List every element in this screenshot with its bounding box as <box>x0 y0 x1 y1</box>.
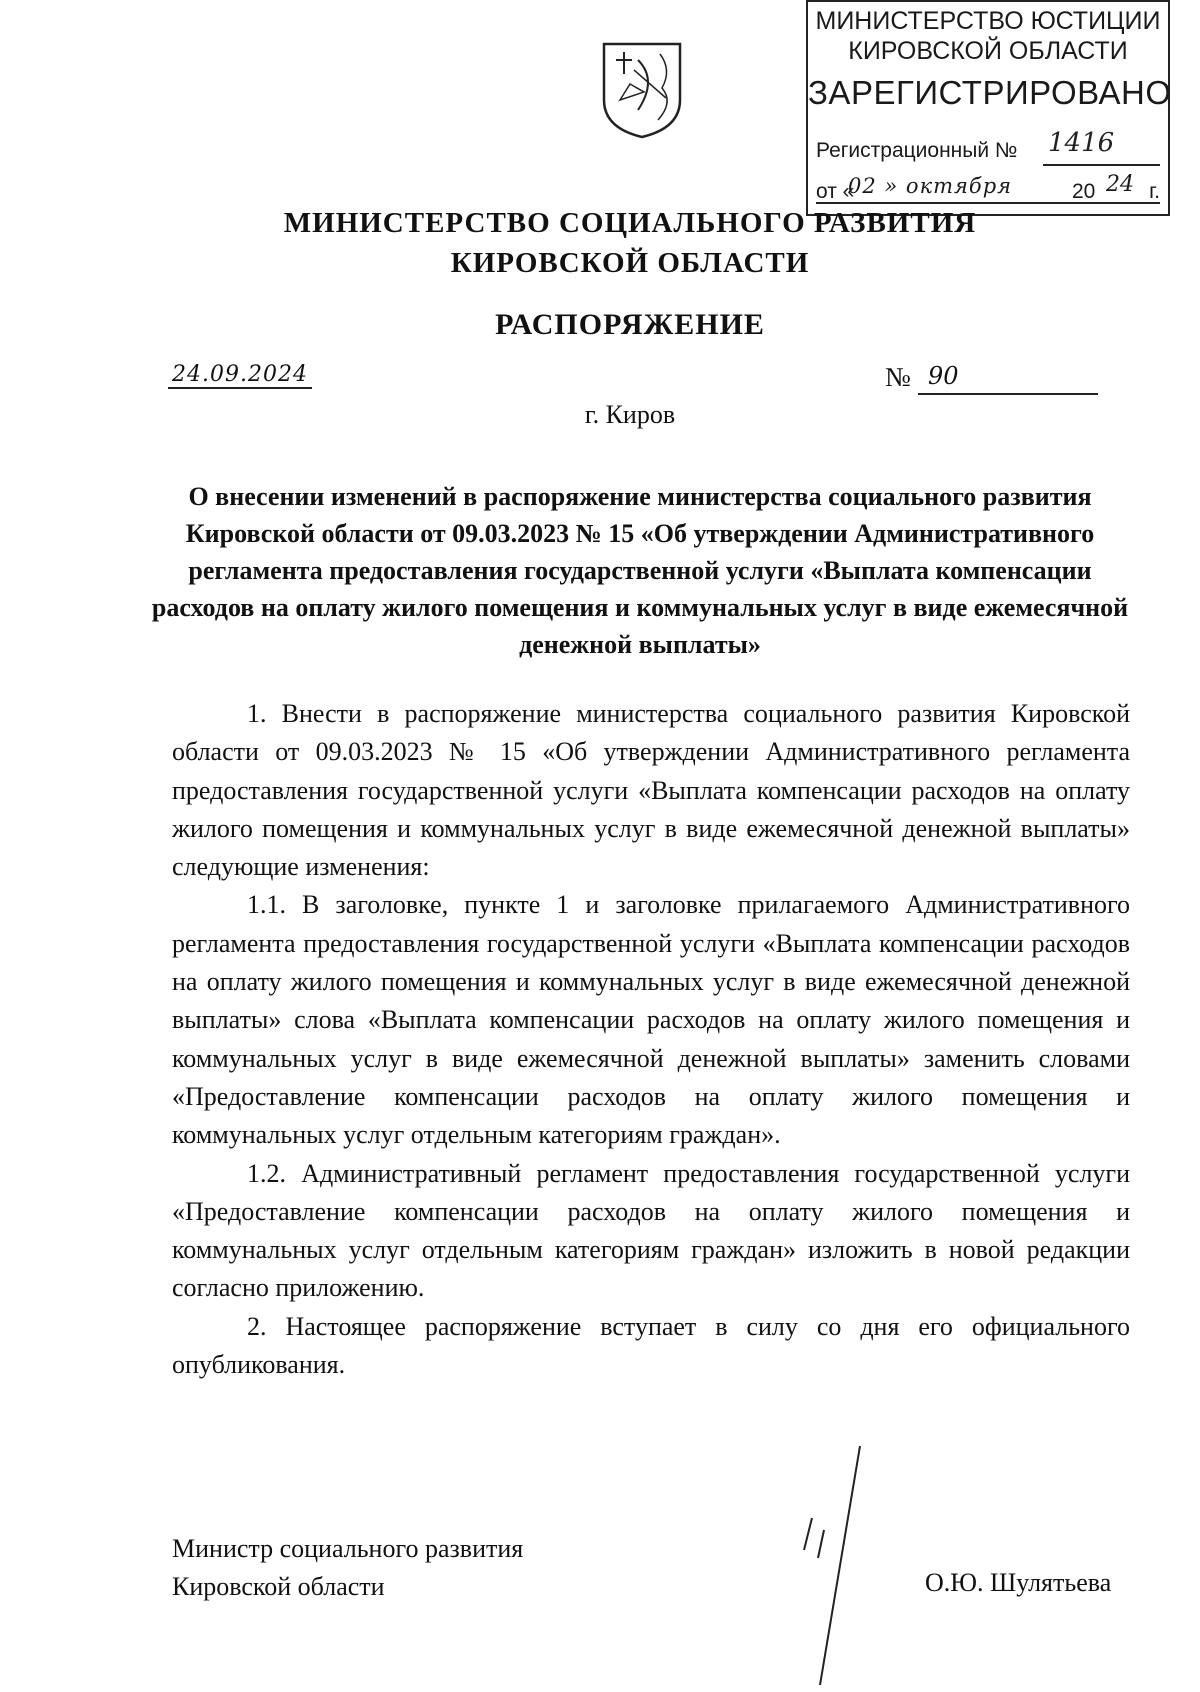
document-number-underline <box>918 393 1098 395</box>
document-number-handwritten: 90 <box>928 362 959 390</box>
stamp-ministry-line1: МИНИСТЕРСТВО ЮСТИЦИИ <box>815 7 1161 35</box>
stamp-year-prefix: 20 <box>1072 180 1096 203</box>
document-date-handwritten: 24.09.2024 <box>168 362 312 389</box>
stamp-year-suffix: г. <box>1149 180 1160 203</box>
body-paragraph: 1.2. Административный регламент предоставления государственной услуги «Предоставление компенсации расходов на оплату жилого помещения и коммунальных услуг отдельным категориям граждан» изложить в новой редакции согласно приложению. <box>172 1158 1130 1303</box>
document-type: РАСПОРЯЖЕНИЕ <box>495 308 765 341</box>
body-paragraph: 1.1. В заголовке, пункте 1 и заголовке прилагаемого Административного регламента предоставления государственной услуги «Выплата компенсации расходов на оплату жилого помещения и коммунальных услуг в виде ежемесячной денежной выплаты» слова «Выплата компенсации расходов на оплату жилого помещения и коммунальных услуг в виде ежемесячной денежной выплаты» заменить словами «Предоставление компенсации расходов на оплату жилого помещения и коммунальных услуг отдельным категориям граждан». <box>172 890 1130 1150</box>
stamp-ministry <box>808 6 1168 66</box>
signatory-position-line2: Кировской области <box>172 1572 385 1601</box>
ministry-title <box>0 203 1200 283</box>
stamp-ministry-line2: КИРОВСКОЙ ОБЛАСТИ <box>848 37 1128 65</box>
stamp-reg-number: 1416 <box>1048 128 1115 158</box>
handwritten-signature <box>790 1440 900 1690</box>
body-paragraph: 1. Внести в распоряжение министерства социального развития Кировской области от 09.03.2023 № 15 «Об утверждении Административного регламента предоставления государственной услуги «Выплата компенсации расходов на оплату жилого помещения и коммунальных услуг в виде ежемесячной денежной выплаты» следующие изменения: <box>172 699 1130 882</box>
signer-name: О.Ю. Шулятьева <box>925 1568 1112 1597</box>
stamp-reg-underline <box>1043 164 1160 166</box>
signatory-position <box>172 1530 523 1606</box>
stamp-date-handwritten: 02 » октября <box>848 174 1013 198</box>
document-city: г. Киров <box>584 400 676 429</box>
registration-stamp <box>806 0 1170 216</box>
stamp-year-handwritten: 24 <box>1106 172 1134 197</box>
body-paragraph: 2. Настоящее распоряжение вступает в силу со дня его официального опубликования. <box>172 1311 1130 1380</box>
coat-of-arms-icon <box>600 40 684 140</box>
ministry-title-line1: МИНИСТЕРСТВО СОЦИАЛЬНОГО РАЗВИТИЯ <box>283 207 977 239</box>
ministry-title-line2: КИРОВСКОЙ ОБЛАСТИ <box>450 247 810 279</box>
signatory-position-line1: Министр социального развития <box>172 1534 524 1563</box>
document-body <box>172 695 1130 1384</box>
document-heading: О внесении изменений в распоряжение министерства социального развития Кировской области от 09.03.2023 № 15 «Об утверждении Административного регламента предоставления государственной услуги «Выплата компенсации расходов на оплату жилого помещения и коммунальных услуг в виде ежемесячной денежной выплаты» <box>151 482 1129 659</box>
document-number-label: № <box>885 362 911 392</box>
stamp-reg-label: Регистрационный № <box>816 139 1018 162</box>
stamp-registered: ЗАРЕГИСТРИРОВАНО <box>808 74 1172 111</box>
stamp-from-label: от « <box>816 180 855 203</box>
